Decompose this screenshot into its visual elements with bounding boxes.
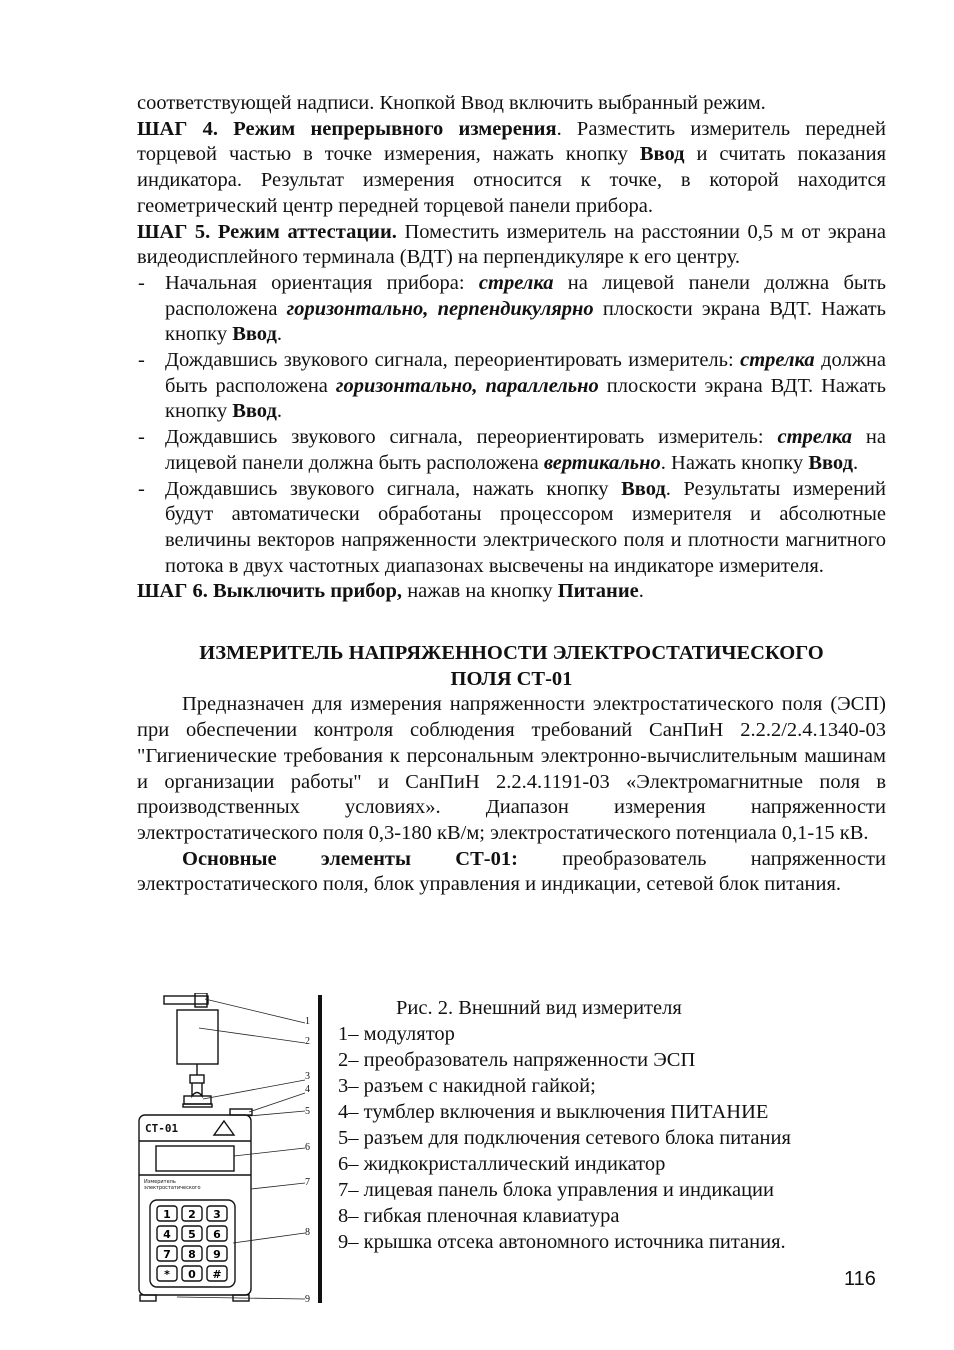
legend-item: 4– тумблер включения и выключения ПИТАНИЕ <box>338 1101 769 1123</box>
step-title: ШАГ 6. Выключить прибор, <box>137 580 403 603</box>
legend-item: 8– гибкая пленочная клавиатура <box>338 1205 620 1227</box>
keypad-key-label: * <box>164 1268 170 1281</box>
step-6: ШАГ 6. Выключить прибор, нажав на кнопку Питание. <box>137 580 644 603</box>
list-item: - Дождавшись звукового сигнала, нажать кнопку Ввод. Результаты измерений будут автоматически обработаны процессором измерителя и абсолютные величины векторов напряженности электрического поля и плотности магнитного потока в двух частотных диапазонах высвечены на индикаторе измерителя. <box>138 477 886 577</box>
converter-body <box>177 1010 218 1064</box>
keypad-key-label: 9 <box>213 1248 221 1261</box>
step-5: ШАГ 5. Режим аттестации. Поместить измеритель на расстоянии 0,5 м от экрана видеодисплейного терминала (ВДТ) на перпендикуляре к его центру. <box>137 220 886 269</box>
svg-text:7: 7 <box>305 1177 310 1188</box>
svg-text:8: 8 <box>305 1227 310 1238</box>
svg-text:4: 4 <box>305 1084 310 1095</box>
svg-text:9: 9 <box>305 1294 310 1305</box>
figure-caption: Рис. 2. Внешний вид измерителя <box>396 997 682 1019</box>
keypad-key-label: 1 <box>163 1208 171 1221</box>
page-number: 116 <box>844 1268 876 1290</box>
svg-text:6: 6 <box>305 1142 310 1153</box>
spacer <box>137 605 886 630</box>
legend-item: 9– крышка отсека автономного источника питания. <box>338 1231 786 1253</box>
modulator-cap <box>164 996 208 1004</box>
callout-lines <box>177 999 305 1299</box>
body-text <box>137 91 886 898</box>
legend-item: 7– лицевая панель блока управления и индикации <box>338 1179 774 1201</box>
step-4: ШАГ 4. Режим непрерывного измерения. Разместить измеритель передней торцевой частью в точке измерения, нажать кнопку Ввод и считать показания индикатора. Результат измерения относится к точке, в которой находится геометрический центр передней торцевой панели прибора. <box>137 117 887 217</box>
list-item: - Дождавшись звукового сигнала, переориентировать измеритель: стрелка должна быть расположена горизонтально, параллельно плоскости экрана ВДТ. Нажать кнопку Ввод. <box>138 349 887 423</box>
device-figure <box>137 993 327 1305</box>
list-item: - Дождавшись звукового сигнала, переориентировать измеритель: стрелка на лицевой панели должна быть расположена вертикально. Нажать кнопку Ввод. <box>138 426 886 474</box>
list-item: - Начальная ориентация прибора: стрелка на лицевой панели должна быть расположена горизонтально, перпендикулярно плоскости экрана ВДТ. Нажать кнопку Ввод. <box>138 271 887 346</box>
svg-text:1: 1 <box>305 1016 310 1027</box>
modulator-knob <box>195 993 207 1007</box>
keypad-key-label: 7 <box>163 1248 171 1261</box>
keypad-keys <box>157 1206 227 1281</box>
callout-numbers <box>305 1016 310 1305</box>
legend-item: 1– модулятор <box>338 1023 455 1045</box>
step-title: ШАГ 4. Режим непрерывного измерения <box>137 117 557 140</box>
svg-text:электростатического: электростатического <box>144 1185 201 1191</box>
legend-item: 5– разъем для подключения сетевого блока питания <box>338 1127 791 1149</box>
svg-text:3: 3 <box>305 1071 310 1082</box>
paragraph: соответствующей надписи. Кнопкой Ввод включить выбранный режим. <box>137 92 766 114</box>
svg-text:Измеритель: Измеритель <box>144 1179 176 1185</box>
figure-legend <box>338 995 878 1255</box>
keypad-key-label: 0 <box>188 1268 196 1281</box>
section-heading: ИЗМЕРИТЕЛЬ НАПРЯЖЕННОСТИ ЭЛЕКТРОСТАТИЧЕСКОГО ПОЛЯ СТ-01 <box>199 642 824 690</box>
svg-text:5: 5 <box>305 1106 310 1117</box>
figure-divider <box>318 995 322 1303</box>
legend-item: 2– преобразователь напряженности ЭСП <box>338 1049 696 1071</box>
instruction-list <box>137 271 886 579</box>
keypad-key-label: 5 <box>188 1228 196 1241</box>
keypad-key-label: 6 <box>213 1228 221 1241</box>
section-paragraph: Предназначен для измерения напряженности электростатического поля (ЭСП) при обеспечении контроля соблюдения требований СанПиН 2.2.2/2.4.1340-03 "Гигиенические требования к персональным электронно-вычислительным машинам и организации работы" и СанПиН 2.2.4.1191-03 «Электромагнитные поля в производственных условиях». Диапазон измерения напряженности электростатического поля 0,3-180 кВ/м; электростатического потенциала 0,1-15 кВ. <box>137 693 886 844</box>
device-illustration <box>137 993 327 1305</box>
device-label: СТ-01 <box>145 1122 179 1135</box>
keypad-key-label: 4 <box>163 1228 171 1241</box>
svg-text:2: 2 <box>305 1036 310 1047</box>
section-paragraph: Основные элементы СТ-01: преобразователь напряженности электростатического поля, блок управления и индикации, сетевой блок питания. <box>137 847 886 896</box>
keypad-key-label: 2 <box>188 1208 196 1221</box>
legend-item: 3– разъем с накидной гайкой; <box>338 1075 596 1097</box>
keypad-key-label: # <box>212 1268 222 1281</box>
keypad-key-label: 3 <box>213 1208 221 1221</box>
step-title: ШАГ 5. Режим аттестации. <box>137 220 397 243</box>
lcd-display <box>156 1146 234 1171</box>
legend-item: 6– жидкокристаллический индикатор <box>338 1153 666 1175</box>
keypad-key-label: 8 <box>188 1248 196 1261</box>
